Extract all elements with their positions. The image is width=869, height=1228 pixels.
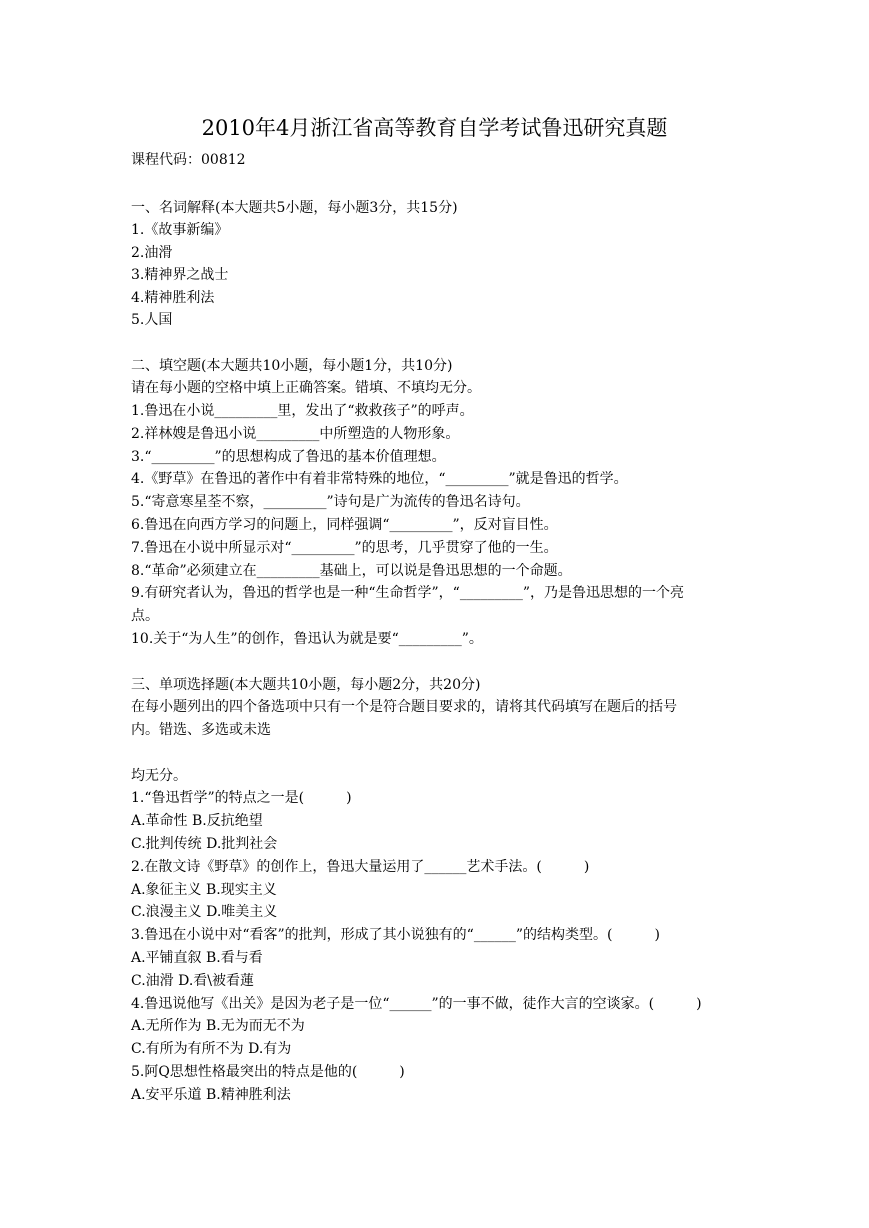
choice-question: 5.阿Q思想性格最突出的特点是他的( ) [131, 1064, 405, 1080]
section3-instruction: 在每小题列出的四个备选项中只有一个是符合题目要求的，请将其代码填写在题后的括号 [131, 699, 677, 715]
fill-question: 8.“革命”必须建立在_________基础上，可以说是鲁迅思想的一个命题。 [131, 563, 572, 579]
choice-question: 2.在散文诗《野草》的创作上，鲁迅大量运用了______艺术手法。( ) [131, 859, 590, 875]
choice-options: A.革命性 B.反抗绝望 [131, 813, 263, 829]
section1-item: 1.《故事新编》 [131, 222, 229, 238]
choice-question: 4.鲁迅说他写《出关》是因为老子是一位“______”的一事不做，徒作大言的空谈家。( ) [131, 996, 702, 1012]
fill-question: 10.关于“为人生”的创作，鲁迅认为就是要“_________”。 [131, 631, 483, 647]
page-title: 2010年4月浙江省高等教育自学考试鲁迅研究真题 [201, 116, 668, 140]
fill-question: 7.鲁迅在小说中所显示对“_________”的思考，几乎贯穿了他的一生。 [131, 540, 558, 556]
section2-heading: 二、填空题(本大题共10小题，每小题1分，共10分) [131, 358, 453, 374]
section2-instruction: 请在每小题的空格中填上正确答案。错填、不填均无分。 [131, 380, 481, 396]
section1-item: 4.精神胜利法 [131, 290, 215, 306]
section3-instruction: 均无分。 [131, 768, 187, 784]
fill-question: 3.“_________”的思想构成了鲁迅的基本价值理想。 [131, 449, 446, 465]
section1-item: 2.油滑 [131, 245, 173, 261]
fill-question: 1.鲁迅在小说_________里，发出了“救救孩子”的呼声。 [131, 403, 474, 419]
choice-options: C.浪漫主义 D.唯美主义 [131, 904, 278, 920]
choice-options: A.安平乐道 B.精神胜利法 [131, 1087, 291, 1103]
choice-options: C.油滑 D.看\被看蓮 [131, 973, 255, 989]
fill-question: 5.“寄意寒星荃不察，_________”诗句是广为流传的鲁迅名诗句。 [131, 494, 530, 510]
choice-options: A.象征主义 B.现实主义 [131, 882, 277, 898]
section3-heading: 三、单项选择题(本大题共10小题，每小题2分，共20分) [131, 677, 481, 693]
choice-question: 3.鲁迅在小说中对“看客”的批判，形成了其小说独有的“______”的结构类型。( ) [131, 927, 660, 943]
choice-options: A.平铺直叙 B.看与看 [131, 950, 263, 966]
fill-question-continued: 点。 [131, 608, 159, 624]
course-code: 课程代码：00812 [131, 152, 246, 168]
fill-question: 2.祥林嫂是鲁迅小说_________中所塑造的人物形象。 [131, 426, 460, 442]
fill-question: 6.鲁迅在向西方学习的问题上，同样强调“_________”，反对盲目性。 [131, 517, 558, 533]
choice-options: C.有所为有所不为 D.有为 [131, 1041, 292, 1057]
section3-instruction: 内。错选、多选或未选 [131, 722, 271, 738]
choice-question: 1.“鲁迅哲学”的特点之一是( ) [131, 790, 352, 806]
section1-item: 3.精神界之战士 [131, 267, 229, 283]
section1-item: 5.人国 [131, 312, 173, 328]
choice-options: A.无所作为 B.无为而无不为 [131, 1018, 305, 1034]
fill-question: 9.有研究者认为，鲁迅的哲学也是一种“生命哲学”，“_________”，乃是鲁迅思想的一个亮 [131, 585, 684, 601]
section1-heading: 一、名词解释(本大题共5小题，每小题3分，共15分) [131, 200, 458, 216]
choice-options: C.批判传统 D.批判社会 [131, 836, 278, 852]
fill-question: 4.《野草》在鲁迅的著作中有着非常特殊的地位，“_________”就是鲁迅的哲学。 [131, 471, 628, 487]
